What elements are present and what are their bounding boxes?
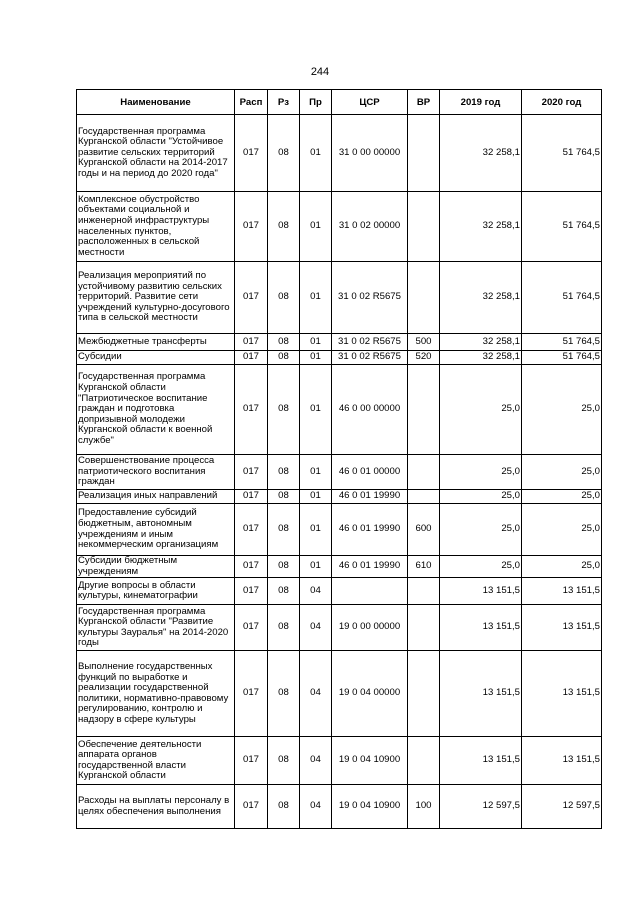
cell-y2020: 13 151,5 — [522, 578, 602, 605]
cell-y2020: 51 764,5 — [522, 351, 602, 365]
table-row — [77, 504, 602, 556]
cell-name: Комплексное обустройство объектами социальной и инженерной инфраструктуры населенных пунктов, расположенных в сельской местности — [77, 192, 235, 262]
cell-rasp: 017 — [235, 651, 268, 737]
header-csr: ЦСР — [332, 90, 408, 115]
cell-rz: 08 — [268, 115, 300, 192]
cell-csr: 31 0 02 R5675 — [332, 334, 408, 351]
header-name: Наименование — [77, 90, 235, 115]
cell-rasp: 017 — [235, 737, 268, 785]
cell-vr — [408, 115, 440, 192]
cell-rasp: 017 — [235, 351, 268, 365]
cell-pr: 04 — [300, 651, 332, 737]
cell-name: Государственная программа Курганской области "Устойчивое развитие сельских территорий Курганской области на 2014-2017 годы и на период до 2020 года" — [77, 115, 235, 192]
table-row — [77, 605, 602, 651]
cell-y2019: 13 151,5 — [440, 651, 522, 737]
cell-vr — [408, 455, 440, 490]
cell-y2019: 13 151,5 — [440, 605, 522, 651]
cell-csr: 31 0 00 00000 — [332, 115, 408, 192]
cell-rasp: 017 — [235, 785, 268, 829]
cell-rz: 08 — [268, 556, 300, 578]
cell-name: Другие вопросы в области культуры, кинематографии — [77, 578, 235, 605]
cell-vr — [408, 605, 440, 651]
cell-vr: 520 — [408, 351, 440, 365]
table-row — [77, 334, 602, 351]
cell-csr — [332, 578, 408, 605]
cell-vr — [408, 365, 440, 455]
cell-name: Расходы на выплаты персоналу в целях обеспечения выполнения — [77, 785, 235, 829]
cell-name: Предоставление субсидий бюджетным, автономным учреждениям и иным некоммерческим организациям — [77, 504, 235, 556]
cell-rasp: 017 — [235, 334, 268, 351]
table-row — [77, 351, 602, 365]
cell-csr: 31 0 02 R5675 — [332, 262, 408, 334]
cell-csr: 46 0 01 19990 — [332, 504, 408, 556]
cell-rasp: 017 — [235, 605, 268, 651]
cell-name: Совершенствование процесса патриотического воспитания граждан — [77, 455, 235, 490]
cell-pr: 04 — [300, 785, 332, 829]
cell-rz: 08 — [268, 578, 300, 605]
cell-y2020: 25,0 — [522, 490, 602, 504]
cell-pr: 01 — [300, 556, 332, 578]
cell-y2019: 13 151,5 — [440, 737, 522, 785]
cell-vr: 610 — [408, 556, 440, 578]
header-vr: ВР — [408, 90, 440, 115]
cell-y2019: 25,0 — [440, 455, 522, 490]
cell-csr: 19 0 04 10900 — [332, 785, 408, 829]
cell-y2019: 25,0 — [440, 365, 522, 455]
cell-rz: 08 — [268, 504, 300, 556]
cell-rasp: 017 — [235, 192, 268, 262]
cell-vr — [408, 578, 440, 605]
cell-y2019: 13 151,5 — [440, 578, 522, 605]
cell-y2020: 25,0 — [522, 504, 602, 556]
cell-vr: 600 — [408, 504, 440, 556]
header-2020: 2020 год — [522, 90, 602, 115]
cell-rz: 08 — [268, 262, 300, 334]
cell-pr: 01 — [300, 351, 332, 365]
cell-name: Обеспечение деятельности аппарата органов государственной власти Курганской области — [77, 737, 235, 785]
cell-csr: 46 0 01 00000 — [332, 455, 408, 490]
table-row — [77, 785, 602, 829]
cell-rasp: 017 — [235, 365, 268, 455]
cell-y2019: 32 258,1 — [440, 115, 522, 192]
cell-rasp: 017 — [235, 115, 268, 192]
header-pr: Пр — [300, 90, 332, 115]
cell-pr: 04 — [300, 578, 332, 605]
cell-pr: 01 — [300, 504, 332, 556]
cell-pr: 01 — [300, 490, 332, 504]
cell-y2019: 32 258,1 — [440, 334, 522, 351]
cell-pr: 04 — [300, 737, 332, 785]
cell-rz: 08 — [268, 455, 300, 490]
cell-y2019: 25,0 — [440, 490, 522, 504]
cell-vr — [408, 651, 440, 737]
cell-name: Межбюджетные трансферты — [77, 334, 235, 351]
table-row — [77, 365, 602, 455]
budget-table — [76, 89, 602, 829]
cell-rasp: 017 — [235, 556, 268, 578]
cell-rz: 08 — [268, 351, 300, 365]
cell-rz: 08 — [268, 737, 300, 785]
cell-y2019: 25,0 — [440, 556, 522, 578]
cell-rz: 08 — [268, 365, 300, 455]
cell-pr: 04 — [300, 605, 332, 651]
cell-rz: 08 — [268, 490, 300, 504]
cell-y2020: 51 764,5 — [522, 334, 602, 351]
cell-rasp: 017 — [235, 490, 268, 504]
cell-vr: 500 — [408, 334, 440, 351]
table-row — [77, 455, 602, 490]
cell-csr: 46 0 00 00000 — [332, 365, 408, 455]
table-row — [77, 578, 602, 605]
cell-vr — [408, 262, 440, 334]
cell-rasp: 017 — [235, 578, 268, 605]
cell-y2019: 32 258,1 — [440, 192, 522, 262]
table-row — [77, 490, 602, 504]
cell-y2019: 32 258,1 — [440, 351, 522, 365]
page-number: 244 — [310, 66, 330, 78]
cell-y2020: 12 597,5 — [522, 785, 602, 829]
cell-csr: 19 0 04 00000 — [332, 651, 408, 737]
table-row — [77, 192, 602, 262]
cell-y2020: 13 151,5 — [522, 651, 602, 737]
table-row — [77, 651, 602, 737]
cell-y2020: 13 151,5 — [522, 737, 602, 785]
cell-y2019: 32 258,1 — [440, 262, 522, 334]
table-row — [77, 737, 602, 785]
cell-y2020: 13 151,5 — [522, 605, 602, 651]
cell-pr: 01 — [300, 262, 332, 334]
cell-y2019: 12 597,5 — [440, 785, 522, 829]
table-row — [77, 262, 602, 334]
table-header-row — [77, 90, 602, 115]
cell-vr — [408, 490, 440, 504]
cell-pr: 01 — [300, 115, 332, 192]
cell-csr: 46 0 01 19990 — [332, 490, 408, 504]
cell-vr — [408, 192, 440, 262]
cell-vr — [408, 737, 440, 785]
cell-csr: 31 0 02 R5675 — [332, 351, 408, 365]
cell-rz: 08 — [268, 785, 300, 829]
cell-name: Выполнение государственных функций по выработке и реализации государственной политики, нормативно-правовому регулированию, контролю и надзору в сфере культуры — [77, 651, 235, 737]
cell-y2020: 25,0 — [522, 455, 602, 490]
cell-csr: 19 0 00 00000 — [332, 605, 408, 651]
cell-name: Субсидии бюджетным учреждениям — [77, 556, 235, 578]
cell-rz: 08 — [268, 334, 300, 351]
cell-pr: 01 — [300, 365, 332, 455]
header-rasp: Расп — [235, 90, 268, 115]
cell-vr: 100 — [408, 785, 440, 829]
cell-pr: 01 — [300, 334, 332, 351]
header-2019: 2019 год — [440, 90, 522, 115]
cell-rasp: 017 — [235, 455, 268, 490]
cell-pr: 01 — [300, 192, 332, 262]
header-rz: Рз — [268, 90, 300, 115]
cell-y2020: 25,0 — [522, 556, 602, 578]
cell-name: Реализация иных направлений — [77, 490, 235, 504]
cell-name: Субсидии — [77, 351, 235, 365]
cell-csr: 46 0 01 19990 — [332, 556, 408, 578]
table-row — [77, 115, 602, 192]
cell-rasp: 017 — [235, 262, 268, 334]
table-row — [77, 556, 602, 578]
cell-name: Реализация мероприятий по устойчивому развитию сельских территорий. Развитие сети учреждений культурно-досугового типа в сельской местности — [77, 262, 235, 334]
cell-y2020: 25,0 — [522, 365, 602, 455]
cell-y2020: 51 764,5 — [522, 115, 602, 192]
cell-rz: 08 — [268, 605, 300, 651]
cell-name: Государственная программа Курганской области "Развитие культуры Зауралья" на 2014-2020 годы — [77, 605, 235, 651]
cell-csr: 31 0 02 00000 — [332, 192, 408, 262]
cell-name: Государственная программа Курганской области "Патриотическое воспитание граждан и подготовка допризывной молодежи Курганской области к военной службе" — [77, 365, 235, 455]
cell-pr: 01 — [300, 455, 332, 490]
cell-y2020: 51 764,5 — [522, 192, 602, 262]
cell-rz: 08 — [268, 651, 300, 737]
cell-rasp: 017 — [235, 504, 268, 556]
cell-rz: 08 — [268, 192, 300, 262]
cell-y2020: 51 764,5 — [522, 262, 602, 334]
cell-y2019: 25,0 — [440, 504, 522, 556]
cell-csr: 19 0 04 10900 — [332, 737, 408, 785]
